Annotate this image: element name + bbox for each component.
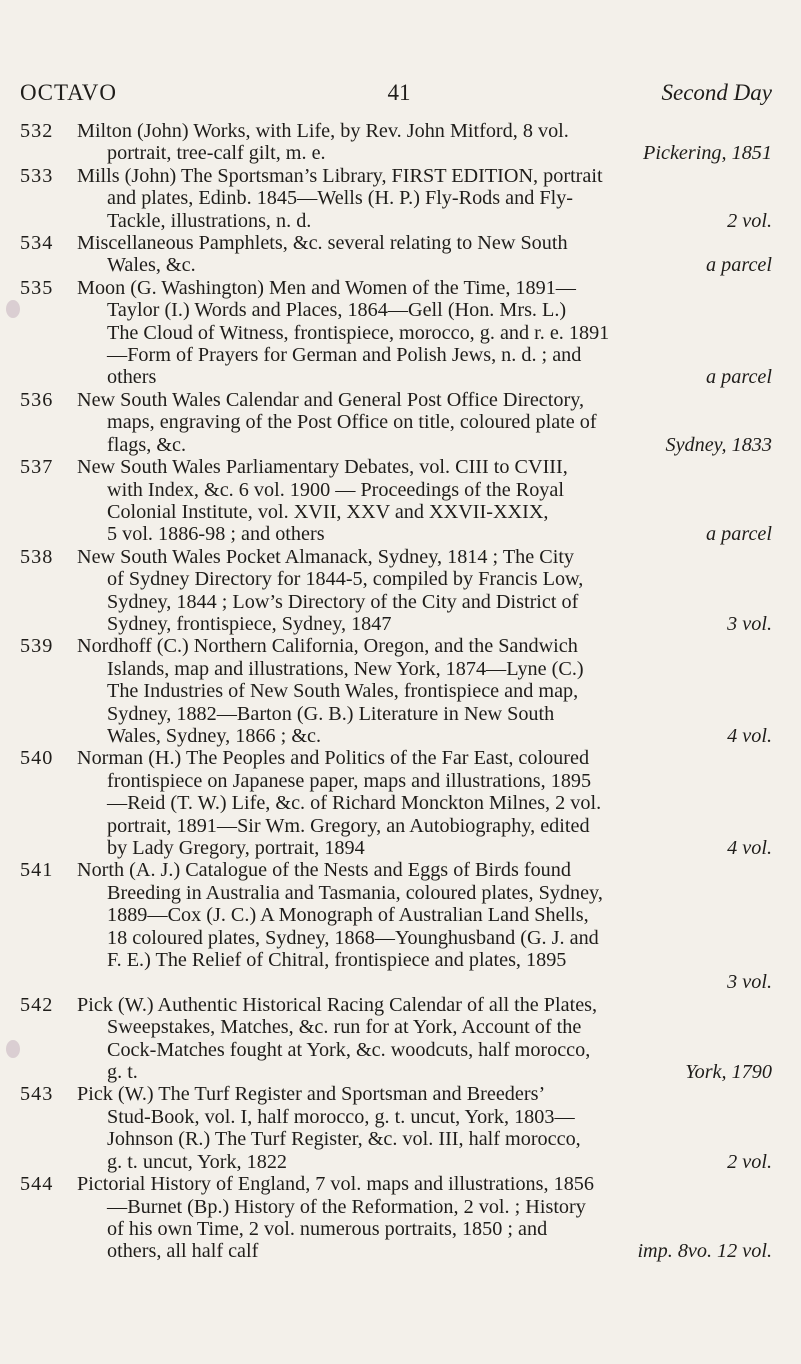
entry-line [77,680,772,702]
entry-right-text: a parcel [706,523,772,546]
entry-text: with Index, &c. 6 vol. 1900 — Proceedings of the Royal [107,478,564,501]
entry-line [77,344,772,366]
entry-line [77,725,772,747]
entry-line [77,1106,772,1128]
entry-text: by Lady Gregory, portrait, 1894 [107,837,365,859]
entry-text: of his own Time, 2 vol. numerous portraits, 1850 ; and [107,1217,548,1240]
entry-line [77,994,772,1016]
entry-line [77,949,772,971]
entry-text: Milton (John) Works, with Life, by Rev. John Mitford, 8 vol. [77,120,569,142]
page-number: 41 [387,80,411,105]
entry-line [77,1173,772,1195]
catalogue-entry [20,546,772,636]
entry-text: —Reid (T. W.) Life, &c. of Richard Monckton Milnes, 2 vol. [107,792,602,815]
entry-text: others [107,366,157,389]
entry-text: Pick (W.) Authentic Historical Racing Calendar of all the Plates, [77,993,598,1016]
entry-line [77,1196,772,1218]
catalogue-entry [20,277,772,389]
entry-text: Pick (W.) The Turf Register and Sportsman and Breeders’ [77,1083,546,1106]
entry-line [77,277,772,299]
section-title: OCTAVO [20,80,118,105]
page-header [20,80,772,120]
entry-line [77,635,772,657]
lot-number: 534 [20,232,54,255]
entry-text: Johnson (R.) The Turf Register, &c. vol. III, half morocco, [107,1128,581,1151]
entry-text: Colonial Institute, vol. XVII, XXV and XXVII-XXIX, [107,500,549,523]
lot-number: 542 [20,993,54,1016]
entry-line [77,859,772,881]
entry-line [77,747,772,769]
entry-line [77,546,772,568]
entry-text: portrait, 1891—Sir Wm. Gregory, an Autobiography, edited [107,814,590,837]
catalogue-entry [20,389,772,456]
entry-text: Sydney, 1882—Barton (G. B.) Literature in New South [107,702,555,725]
entry-text: The Cloud of Witness, frontispiece, morocco, g. and r. e. 1891 [107,321,610,344]
catalogue-entry [20,859,772,993]
margin-stain [6,1040,20,1058]
entry-line [77,299,772,321]
entry-line [77,1083,772,1105]
entry-line [77,366,772,388]
entry-text: 1889—Cox (J. C.) A Monograph of Australian Land Shells, [107,904,589,927]
entry-line [77,411,772,433]
entry-text: Taylor (I.) Words and Places, 1864—Gell (Hon. Mrs. L.) [107,299,567,322]
entry-line [77,389,772,411]
entry-right-text: York, 1790 [685,1061,772,1084]
entry-text: Wales, Sydney, 1866 ; &c. [107,724,322,747]
lot-number: 535 [20,276,54,299]
entry-line [77,591,772,613]
entry-line [77,165,772,187]
catalogue-entry [20,994,772,1084]
entry-line [77,568,772,590]
entry-right-text: 3 vol. [727,971,772,994]
entry-text: Sydney, frontispiece, Sydney, 1847 [107,612,392,635]
entry-line [77,210,772,232]
entry-text: Sweepstakes, Matches, &c. run for at York, Account of the [107,1016,582,1039]
entry-right-text: 2 vol. [727,1150,772,1173]
entry-text: g. t. uncut, York, 1822 [107,1150,288,1173]
lot-number: 533 [20,164,54,187]
entry-text: Sydney, 1844 ; Low’s Directory of the City and District of [107,590,579,613]
entry-text: New South Wales Calendar and General Post Office Directory, [77,388,585,411]
entry-right-text: a parcel [706,366,772,389]
catalogue-entry [20,747,772,859]
entry-line [77,770,772,792]
entry-text: Pictorial History of England, 7 vol. maps and illustrations, 1856 [77,1173,594,1196]
entry-text: 5 vol. 1886-98 ; and others [107,523,325,546]
entry-text: Stud-Book, vol. I, half morocco, g. t. uncut, York, 1803— [107,1105,575,1128]
catalogue-entry [20,232,772,277]
entry-text: New South Wales Pocket Almanack, Sydney, 1814 ; The City [77,545,575,568]
catalogue-entry [20,165,772,232]
entry-right-text: 2 vol. [727,209,772,232]
catalogue-entries [20,120,772,1263]
entry-line [77,1240,772,1262]
sale-day: Second Day [661,80,772,105]
margin-stain [6,300,20,318]
entry-text: Cock-Matches fought at York, &c. woodcuts, half morocco, [107,1038,591,1061]
entry-text: others, all half calf [107,1240,259,1263]
entry-line [77,501,772,523]
entry-line [77,1218,772,1240]
catalogue-entry [20,120,772,165]
entry-line [77,927,772,949]
entry-line [77,456,772,478]
entry-right-text: 4 vol. [727,837,772,859]
entry-line [77,523,772,545]
entry-text: g. t. [107,1061,138,1084]
entry-line [77,1061,772,1083]
entry-line [77,613,772,635]
lot-number: 536 [20,388,54,411]
entry-text: of Sydney Directory for 1844-5, compiled by Francis Low, [107,568,584,591]
entry-text: flags, &c. [107,433,187,456]
lot-number: 544 [20,1173,54,1196]
catalogue-entry [20,456,772,546]
lot-number: 532 [20,120,54,142]
entry-text: Wales, &c. [107,254,196,277]
entry-line [77,120,772,142]
entry-line [77,1151,772,1173]
entry-line [77,322,772,344]
entry-line [77,479,772,501]
catalogue-entry [20,635,772,747]
entry-right-text: Pickering, 1851 [643,142,772,165]
lot-number: 540 [20,747,54,770]
entry-line [77,703,772,725]
entry-text: The Industries of New South Wales, frontispiece and map, [107,680,579,703]
entry-line [77,792,772,814]
entry-line [77,142,772,164]
entry-line [77,658,772,680]
entry-text: New South Wales Parliamentary Debates, vol. CIII to CVIII, [77,456,568,479]
entry-text: Miscellaneous Pamphlets, &c. several relating to New South [77,232,568,255]
lot-number: 537 [20,456,54,479]
entry-text: Breeding in Australia and Tasmania, coloured plates, Sydney, [107,881,603,904]
entry-text: and plates, Edinb. 1845—Wells (H. P.) Fly-Rods and Fly- [107,187,574,210]
entry-line [77,971,772,993]
entry-right-text: 3 vol. [727,612,772,635]
entry-line [77,232,772,254]
entry-line [77,837,772,859]
entry-line [77,904,772,926]
entry-text: F. E.) The Relief of Chitral, frontispiece and plates, 1895 [107,949,567,972]
catalogue-entry [20,1173,772,1263]
entry-line [77,434,772,456]
entry-text: Tackle, illustrations, n. d. [107,209,312,232]
entry-text: Moon (G. Washington) Men and Women of the Time, 1891— [77,276,576,299]
lot-number: 541 [20,859,54,882]
entry-line [77,815,772,837]
lot-number: 538 [20,545,54,568]
entry-right-text: a parcel [706,254,772,277]
entry-line [77,187,772,209]
entry-text: portrait, tree-calf gilt, m. e. [107,142,326,165]
entry-text: maps, engraving of the Post Office on title, coloured plate of [107,411,597,434]
entry-line [77,882,772,904]
entry-right-text: 4 vol. [727,724,772,747]
entry-text: Mills (John) The Sportsman’s Library, FIRST EDITION, portrait [77,164,603,187]
entry-line [77,1039,772,1061]
entry-right-text: imp. 8vo. 12 vol. [637,1240,772,1263]
entry-line [77,1016,772,1038]
lot-number: 543 [20,1083,54,1106]
entry-text: Norman (H.) The Peoples and Politics of the Far East, coloured [77,747,590,770]
entry-text: 18 coloured plates, Sydney, 1868—Younghusband (G. J. and [107,926,599,949]
entry-text: Nordhoff (C.) Northern California, Oregon, and the Sandwich [77,635,578,658]
catalogue-entry [20,1083,772,1173]
entry-right-text: Sydney, 1833 [665,433,772,456]
entry-line [77,1128,772,1150]
entry-text: —Burnet (Bp.) History of the Reformation, 2 vol. ; History [107,1195,586,1218]
entry-text: frontispiece on Japanese paper, maps and illustrations, 1895 [107,769,592,792]
entry-text: Islands, map and illustrations, New York, 1874—Lyne (C.) [107,657,584,680]
entry-text: North (A. J.) Catalogue of the Nests and Eggs of Birds found [77,859,571,882]
lot-number: 539 [20,635,54,658]
entry-text: —Form of Prayers for German and Polish Jews, n. d. ; and [107,344,582,367]
entry-line [77,254,772,276]
